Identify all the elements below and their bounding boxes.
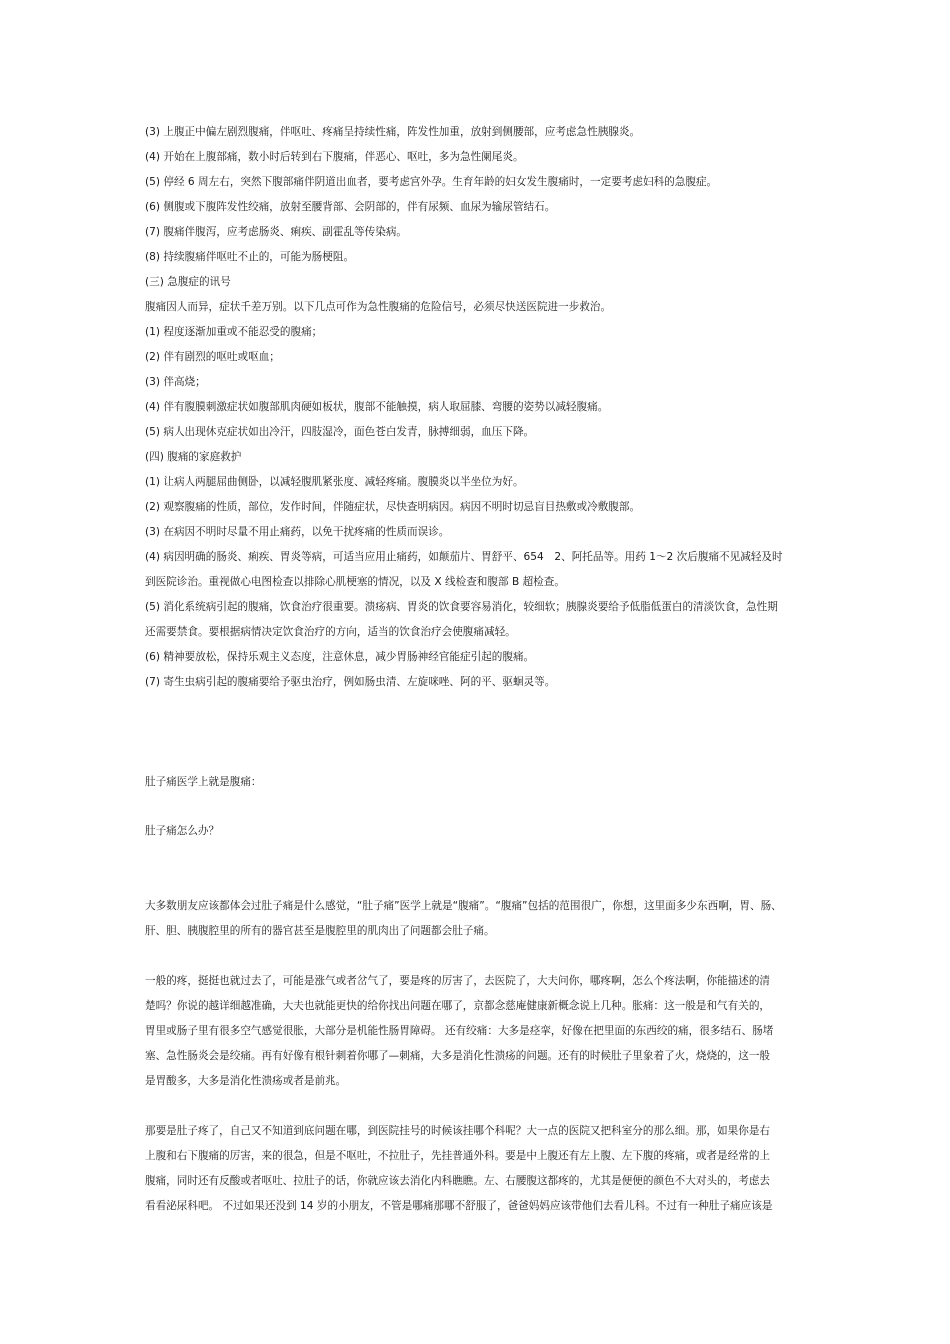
text-line: (3) 上腹正中偏左剧烈腹痛，伴呕吐、疼痛呈持续性痛，阵发性加重，放射到侧腰部，应考虑急性胰腺炎。: [145, 126, 641, 138]
text-line: 楚吗？你说的越详细越准确，大夫也就能更快的给你找出问题在哪了，京都念慈庵健康新概念说上几种。胀痛：这一般是和气有关的，: [145, 1000, 771, 1012]
text-line: (6) 精神要放松，保持乐观主义态度，注意休息，减少胃肠神经官能症引起的腹痛。: [145, 651, 535, 663]
text-line: 还需要禁食。要根据病情决定饮食治疗的方向，适当的饮食治疗会使腹痛减轻。: [145, 626, 516, 638]
text-line: 上腹和右下腹痛的厉害，来的很急，但是不呕吐，不拉肚子，先挂普通外科。要是中上腹还有左上腹、左下腹的疼痛，或者是经常的上: [145, 1150, 771, 1162]
text-line: (4) 开始在上腹部痛，数小时后转到右下腹痛，伴恶心、呕吐，多为急性阑尾炎。: [145, 151, 524, 163]
text-line: (3) 伴高烧；: [145, 376, 206, 388]
text-line: (2) 伴有剧烈的呕吐或呕血；: [145, 351, 280, 363]
text-line: 胃里或肠子里有很多空气感觉很胀，大部分是机能性肠胃障碍。 还有绞痛：大多是痉挛，好像在把里面的东西绞的痛，很多结石、肠堵: [145, 1025, 774, 1037]
text-line: (5) 停经 6 周左右，突然下腹部痛伴阴道出血者，要考虑宫外孕。生育年龄的妇女发生腹痛时，一定要考虑妇科的急腹症。: [145, 176, 718, 188]
text-line: 是胃酸多，大多是消化性溃疡或者是前兆。: [145, 1075, 347, 1087]
text-line: (7) 寄生虫病引起的腹痛要给予驱虫治疗，例如肠虫清、左旋咪唑、阿的平、驱蛔灵等。: [145, 676, 556, 688]
text-line: 肚子痛怎么办？: [145, 825, 220, 837]
text-line: 腹痛，同时还有反酸或者呕吐、拉肚子的话，你就应该去消化内科瞧瞧。左、右腰腹这都疼的，尤其是便便的颜色不大对头的，考虑去: [145, 1175, 771, 1187]
section-heading: (三) 急腹症的讯号: [145, 276, 231, 288]
text-line: (6) 侧腹或下腹阵发性绞痛，放射至腰背部、会阴部的，伴有尿频、血尿为输尿管结石。: [145, 201, 556, 213]
text-line: (5) 消化系统病引起的腹痛，饮食治疗很重要。溃疡病、胃炎的饮食要容易消化，较细软；胰腺炎要给予低脂低蛋白的清淡饮食，急性期: [145, 601, 778, 613]
text-line: 看看泌尿科吧。 不过如果还没到 14 岁的小朋友，不管是哪痛那哪不舒服了，爸爸妈妈应该带他们去看儿科。不过有一种肚子痛应该是: [145, 1200, 773, 1212]
text-line: (2) 观察腹痛的性质，部位，发作时间，伴随症状，尽快查明病因。病因不明时切忌盲目热敷或冷敷腹部。: [145, 501, 641, 513]
text-line: (7) 腹痛伴腹泻，应考虑肠炎、痢疾、副霍乱等传染病。: [145, 226, 408, 238]
text-line: 到医院诊治。重视做心电图检查以排除心肌梗塞的情况，以及 X 线检查和腹部 B 超检查。: [145, 576, 565, 588]
text-line: (4) 病因明确的肠炎、痢疾、胃炎等病，可适当应用止痛药，如颠茄片、胃舒平、654 2、阿托品等。用药 1～2 次后腹痛不见减轻及时: [145, 551, 783, 563]
text-line: 腹痛因人而异，症状千差万别。以下几点可作为急性腹痛的危险信号，必须尽快送医院进一步救治。: [145, 301, 612, 313]
text-line: 肚子痛医学上就是腹痛：: [145, 776, 262, 788]
text-line: 塞、急性肠炎会是绞痛。再有好像有根针刺着你哪了—刺痛，大多是消化性溃疡的问题。还有的时候肚子里象着了火，烧烧的，这一般: [145, 1050, 771, 1062]
text-line: (8) 持续腹痛伴呕吐不止的，可能为肠梗阻。: [145, 251, 355, 263]
text-line: (1) 让病人两腿屈曲侧卧，以减轻腹肌紧张度、减轻疼痛。腹膜炎以半坐位为好。: [145, 476, 524, 488]
text-line: (5) 病人出现休克症状如出冷汗，四肢湿冷，面色苍白发青，脉搏细弱，血压下降。: [145, 426, 535, 438]
section-heading: (四) 腹痛的家庭救护: [145, 451, 242, 463]
text-line: (4) 伴有腹膜刺激症状如腹部肌肉硬如板状，腹部不能触摸，病人取屈膝、弯腰的姿势以减轻腹痛。: [145, 401, 609, 413]
text-line: 那要是肚子疼了，自己又不知道到底问题在哪，到医院挂号的时候该挂哪个科呢？大一点的医院又把科室分的那么细。那，如果你是右: [145, 1125, 771, 1137]
text-line: 一般的疼，挺挺也就过去了，可能是涨气或者岔气了，要是疼的厉害了，去医院了，大夫问你，哪疼啊，怎么个疼法啊，你能描述的清: [145, 975, 771, 987]
text-line: 肝、胆、胰腹腔里的所有的器官甚至是腹腔里的肌肉出了问题都会肚子痛。: [145, 925, 495, 937]
text-line: (3) 在病因不明时尽量不用止痛药，以免干扰疼痛的性质而误诊。: [145, 526, 450, 538]
text-line: 大多数朋友应该都体会过肚子痛是什么感觉，“肚子痛”医学上就是“腹痛”。“腹痛”包括的范围很广，你想，这里面多少东西啊，胃、肠、: [145, 900, 782, 912]
text-line: (1) 程度逐渐加重或不能忍受的腹痛；: [145, 326, 323, 338]
